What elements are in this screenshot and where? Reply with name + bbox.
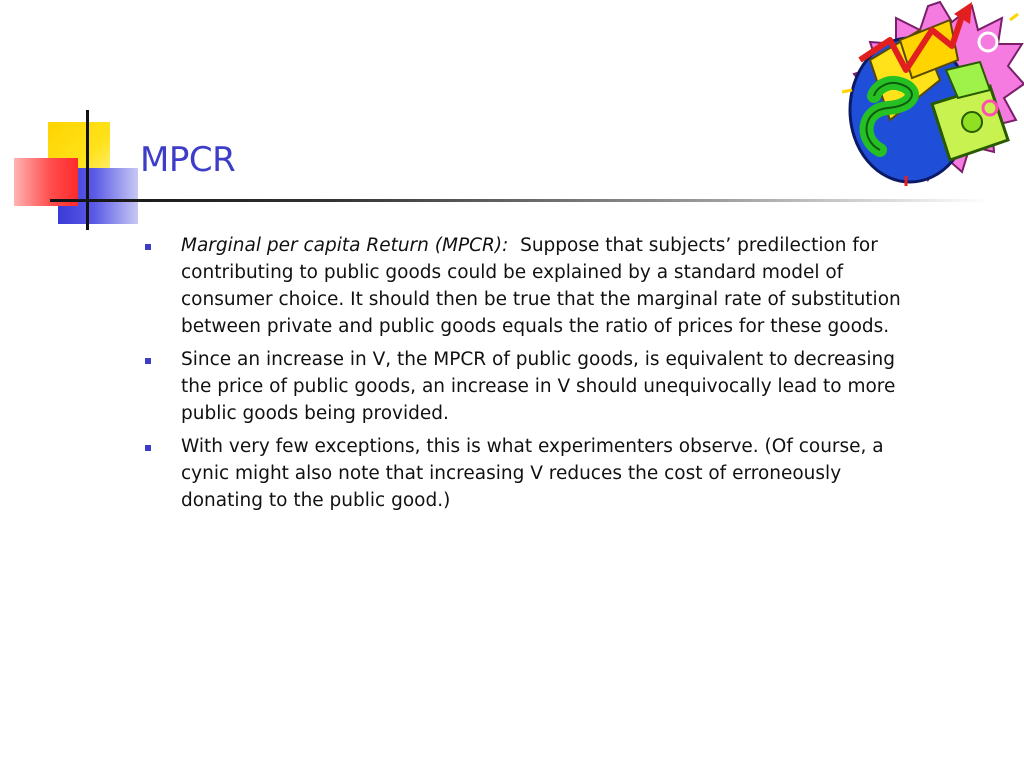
bullet-item (145, 433, 915, 514)
slide-title: MPCR (140, 140, 236, 180)
decor-vertical-line (86, 110, 89, 230)
bullet-term: Marginal per capita Return (MPCR): (181, 235, 509, 256)
bullet-item (145, 346, 915, 427)
square-bullet-icon (145, 358, 151, 364)
bullet-text: With very few exceptions, this is what experimenters observe. (Of course, a cynic might also note that increasing V reduces the cost of erroneously donating to the public good.) (181, 436, 884, 511)
bullet-text: Suppose that subjects’ predilection for contributing to public goods could be explained by a standard model of consumer choice. It should then be true that the marginal rate of substitution between private and public goods equals the ratio of prices for these goods. (181, 235, 901, 337)
square-bullet-icon (145, 445, 151, 451)
bullet-list (145, 232, 915, 520)
bullet-text: Since an increase in V, the MPCR of public goods, is equivalent to decreasing the price of public goods, an increase in V should unequivocally lead to more public goods being provided. (181, 349, 896, 424)
square-bullet-icon (145, 244, 151, 250)
money-growth-clipart-icon (840, 0, 1024, 190)
title-underline (50, 199, 990, 202)
bullet-item (145, 232, 915, 340)
